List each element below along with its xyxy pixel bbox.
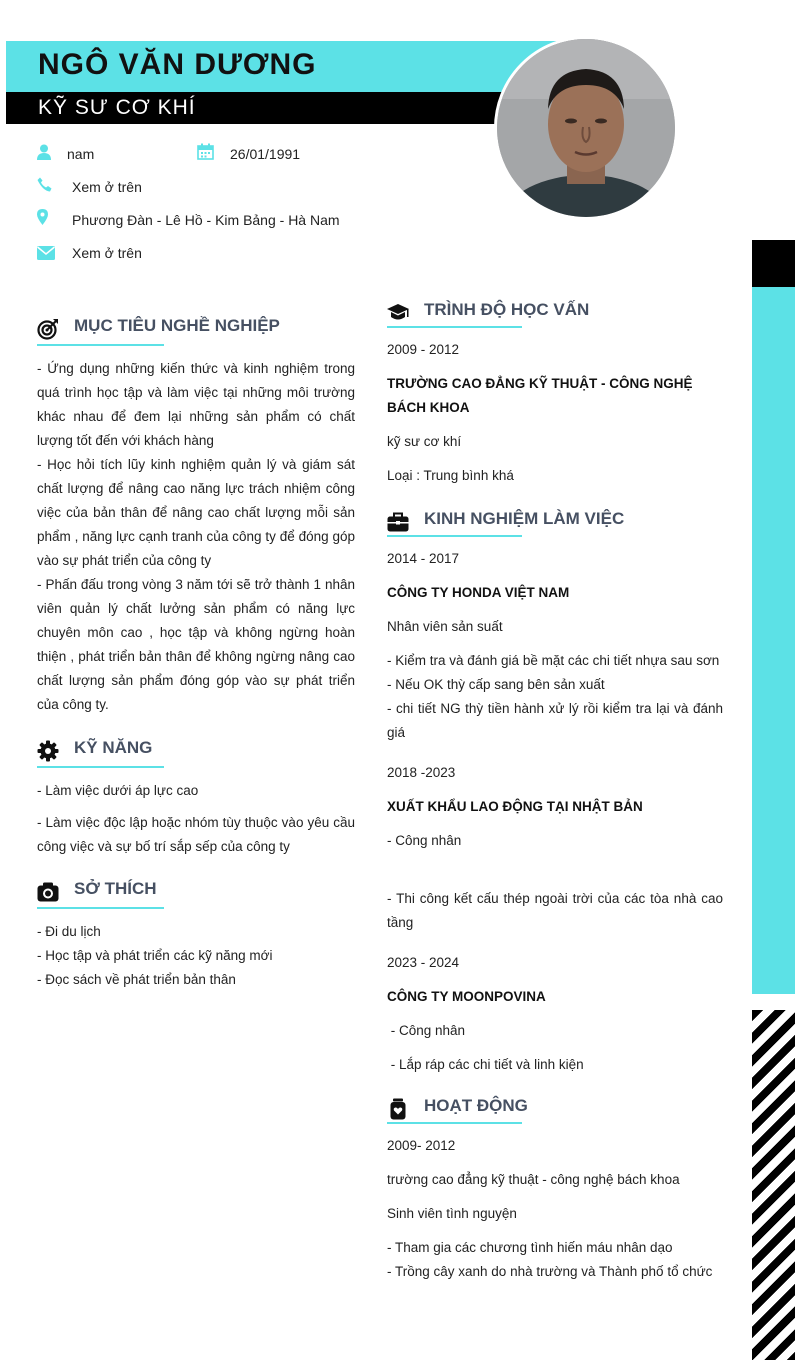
experience-underline: [387, 535, 522, 537]
objective-header: [37, 316, 355, 346]
portrait-photo: [497, 39, 675, 217]
gear-icon: [37, 740, 59, 762]
job-entry: [387, 547, 723, 745]
objective-paragraph: - Phấn đấu trong vòng 3 năm tới sẽ trở thành 1 nhân viên quản lý chất lưởng sản phẩm có năng lực chuyên môn cao , học tập và không ngừng hoàn thiện , phát triển bản thân để không ngừng nâng cao chất lượng sản phẩm đóng góp vào sự phát triển của công ty.: [37, 577, 355, 712]
job-detail: - Kiểm tra và đánh giá bề mặt các chi tiết nhựa sau sơn: [387, 653, 720, 668]
hobby-item: - Đọc sách về phát triển bản thân: [37, 972, 236, 987]
job-entry: [387, 761, 723, 935]
education-grade: Loại : Trung bình khá: [387, 468, 514, 483]
job-detail: - Lắp ráp các chi tiết và linh kiện: [387, 1057, 584, 1072]
job-company: XUẤT KHẨU LAO ĐỘNG TẠI NHẬT BẢN: [387, 799, 643, 814]
activity-period: 2009- 2012: [387, 1138, 456, 1153]
activity-detail: - Trồng cây xanh do nhà trường và Thành phố tổ chức: [387, 1264, 713, 1279]
objective-paragraph: - Học hỏi tích lũy kinh nghiệm quản lý và giám sát chất lượng để nâng cao năng lực trách nhiệm công việc của bản thân để nâng cao chất lượng mỗi sản phẩm , năng lực cạnh tranh của công ty để đóng góp vào sự phát triển của công ty: [37, 457, 355, 568]
job-period: 2014 - 2017: [387, 551, 460, 566]
side-black-block: [752, 240, 795, 287]
phone-icon: [37, 177, 52, 192]
job-role: Nhân viên sản suất: [387, 619, 503, 634]
user-icon: [37, 144, 51, 160]
education-underline: [387, 326, 522, 328]
left-column: [37, 316, 355, 992]
envelope-icon: [37, 246, 55, 260]
birthdate-value: 26/01/1991: [230, 146, 301, 162]
education-period: 2009 - 2012: [387, 342, 460, 357]
hobbies-header: [37, 879, 355, 909]
job-period: 2018 -2023: [387, 765, 456, 780]
candidate-name: NGÔ VĂN DƯƠNG: [38, 48, 317, 81]
calendar-icon: [197, 143, 214, 160]
activity-detail: - Tham gia các chương tình hiến máu nhân dạo: [387, 1240, 673, 1255]
side-striped-pattern: [752, 1010, 795, 1360]
gender-value: nam: [67, 146, 95, 162]
hobbies-underline: [37, 907, 164, 909]
skills-underline: [37, 766, 164, 768]
job-role: - Công nhân: [387, 833, 462, 848]
job-company: CÔNG TY HONDA VIỆT NAM: [387, 585, 570, 600]
hobby-item: - Đi du lịch: [37, 924, 101, 939]
skill-item: - Làm việc dưới áp lực cao: [37, 783, 199, 798]
side-accent-bar: [752, 287, 795, 994]
address-value: Phương Đàn - Lê Hồ - Kim Bảng - Hà Nam: [72, 212, 340, 228]
education-header: [387, 300, 723, 330]
job-detail: - chi tiết NG thỳ tiền hành xử lý rồi kiểm tra lại và đánh giá: [387, 701, 723, 740]
activities-underline: [387, 1122, 522, 1124]
right-column: [387, 300, 723, 1284]
activities-header: [387, 1096, 723, 1126]
objective-underline: [37, 344, 164, 346]
activities-title: HOẠT ĐỘNG: [424, 1096, 528, 1115]
job-entry: [387, 951, 723, 1077]
skills-header: [37, 738, 355, 768]
job-company: CÔNG TY MOONPOVINA: [387, 989, 546, 1004]
education-title: TRÌNH ĐỘ HỌC VẤN: [424, 300, 590, 319]
avatar: [494, 36, 678, 220]
camera-icon: [37, 881, 59, 903]
experience-title: KINH NGHIỆM LÀM VIỆC: [424, 509, 625, 528]
briefcase-icon: [387, 511, 409, 533]
skill-item: - Làm việc độc lập hoặc nhóm tùy thuộc vào yêu cầu công việc và sự bố trí sắp sếp của công ty: [37, 815, 355, 854]
skills-title: KỸ NĂNG: [74, 738, 153, 757]
phone-value[interactable]: Xem ở trên: [72, 179, 142, 195]
heart-jar-icon: [387, 1098, 409, 1120]
target-icon: [37, 318, 59, 340]
graduation-cap-icon: [387, 302, 409, 324]
activity-role: Sinh viên tình nguyện: [387, 1206, 517, 1221]
objective-title: MỤC TIÊU NGHỀ NGHIỆP: [74, 316, 280, 335]
job-period: 2023 - 2024: [387, 955, 460, 970]
map-marker-icon: [37, 209, 48, 225]
job-detail: - Thi công kết cấu thép ngoài trời của các tòa nhà cao tầng: [387, 891, 723, 930]
objective-paragraph: - Ứng dụng những kiến thức và kinh nghiệm trong quá trình học tập và làm việc tại những môi trường khác nhau để đem lại những sản phẩm có chất lượng tốt đến với khách hàng: [37, 361, 355, 448]
job-role: - Công nhân: [387, 1023, 466, 1038]
job-detail: - Nếu OK thỳ cấp sang bên sản xuất: [387, 677, 605, 692]
education-school: TRƯỜNG CAO ĐẲNG KỸ THUẬT - CÔNG NGHỆ BÁCH KHOA: [387, 376, 693, 415]
hobbies-title: SỞ THÍCH: [74, 879, 157, 898]
hobby-item: - Học tập và phát triển các kỹ năng mới: [37, 948, 273, 963]
education-major: kỹ sư cơ khí: [387, 434, 462, 449]
email-value[interactable]: Xem ở trên: [72, 245, 142, 261]
experience-header: [387, 509, 723, 539]
activity-organization: trường cao đẳng kỹ thuật - công nghệ bách khoa: [387, 1172, 680, 1187]
job-title: KỸ SƯ CƠ KHÍ: [38, 96, 196, 119]
